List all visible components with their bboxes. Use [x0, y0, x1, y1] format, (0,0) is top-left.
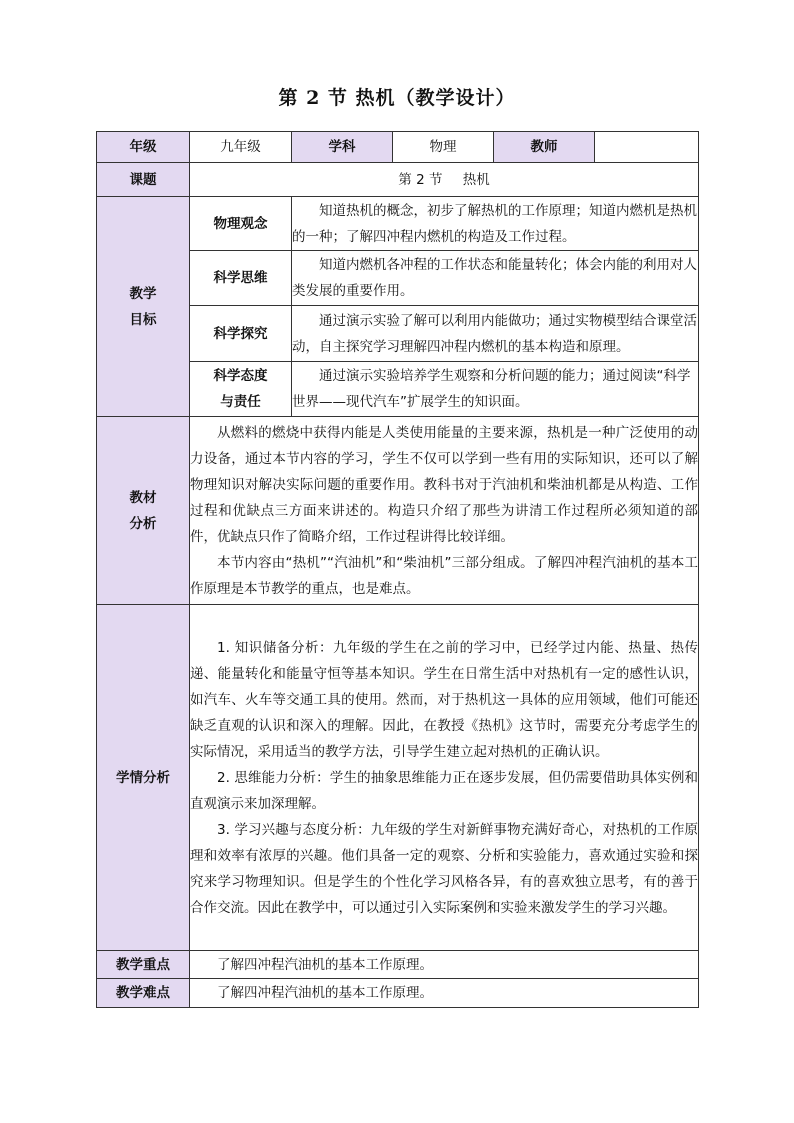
student-analysis-paragraph: 1. 知识储备分析：九年级的学生在之前的学习中，已经学过内能、热量、热传递、能量转化和能量守恒等基本知识。学生在日常生活中对热机有一定的感性认识，如汽车、火车等交通工具的使用。然而，对于热机这一具体的应用领域，他们可能还缺乏直观的认识和深入的理解。因此，在教授《热机》这节时，需要充分考虑学生的实际情况，采用适当的教学方法，引导学生建立起对热机的正确认识。 [190, 639, 698, 760]
objectives-label [97, 197, 190, 417]
subject-value: 物理 [393, 132, 494, 163]
student-analysis-row [97, 605, 699, 951]
subject-label: 学科 [292, 132, 393, 163]
objective-label-attitude [190, 362, 292, 417]
objectives-label-line1: 教学 [129, 285, 157, 302]
teacher-label: 教师 [494, 132, 595, 163]
topic-value [190, 163, 699, 197]
objective-text-physics: 知道热机的概念，初步了解热机的工作原理；知道内燃机是热机的一种；了解四冲程内燃机的构造及工作过程。 [292, 197, 699, 251]
objective-label-physics: 物理观念 [190, 197, 292, 251]
key-point-label: 教学重点 [97, 951, 190, 979]
objective-label-inquiry: 科学探究 [190, 306, 292, 362]
textbook-analysis-label [97, 417, 190, 605]
info-row [97, 132, 699, 163]
student-analysis-label: 学情分析 [97, 605, 190, 951]
page-title: 第 2 节 热机（教学设计） [278, 87, 516, 109]
teacher-value [595, 132, 699, 163]
difficult-point-row [97, 979, 699, 1008]
topic-label: 课题 [97, 163, 190, 197]
grade-value: 九年级 [190, 132, 292, 163]
topic-row [97, 163, 699, 197]
objective-text-attitude: 通过演示实验培养学生观察和分析问题的能力；通过阅读“科学世界——现代汽车”扩展学生的知识面。 [292, 362, 699, 417]
difficult-point-text: 了解四冲程汽油机的基本工作原理。 [217, 985, 433, 1001]
objective-label-attitude-line2: 与责任 [220, 394, 261, 410]
objective-row [97, 197, 699, 251]
student-analysis-paragraph: 2. 思维能力分析：学生的抽象思维能力正在逐步发展，但仍需要借助具体实例和直观演示来加深理解。 [190, 769, 698, 812]
difficult-point-label: 教学难点 [97, 979, 190, 1008]
lesson-plan-table [96, 131, 699, 1008]
grade-label: 年级 [97, 132, 190, 163]
key-point-text: 了解四冲程汽油机的基本工作原理。 [217, 956, 433, 973]
objective-text-thinking: 知道内燃机各冲程的工作状态和能量转化；体会内能的利用对人类发展的重要作用。 [292, 251, 699, 306]
textbook-analysis-label-line1: 教材 [129, 489, 157, 506]
key-point-row [97, 951, 699, 979]
textbook-analysis-row [97, 417, 699, 605]
textbook-analysis-content [190, 417, 699, 605]
objective-text-inquiry: 通过演示实验了解可以利用内能做功；通过实物模型结合课堂活动，自主探究学习理解四冲程内燃机的基本构造和原理。 [292, 306, 699, 362]
textbook-analysis-label-line2: 分析 [129, 515, 157, 532]
objectives-label-line2: 目标 [129, 311, 157, 328]
topic-name: 热机 [462, 171, 490, 188]
difficult-point-content [190, 979, 699, 1008]
student-analysis-content [190, 605, 699, 951]
student-analysis-paragraph: 3. 学习兴趣与态度分析：九年级的学生对新鲜事物充满好奇心，对热机的工作原理和效率有浓厚的兴趣。他们具备一定的观察、分析和实验能力，喜欢通过实验和探究来学习物理知识。但是学生的个性化学习风格各异，有的喜欢独立思考，有的善于合作交流。因此在教学中，可以通过引入实际案例和实验来激发学生的学习兴趣。 [190, 821, 698, 916]
textbook-analysis-paragraph: 本节内容由“热机”“汽油机”和“柴油机”三部分组成。了解四冲程汽油机的基本工作原理是本节教学的重点，也是难点。 [190, 554, 698, 597]
textbook-analysis-paragraph: 从燃料的燃烧中获得内能是人类使用能量的主要来源，热机是一种广泛使用的动力设备，通过本节内容的学习，学生不仅可以学到一些有用的实际知识，还可以了解物理知识对解决实际问题的重要作用。教科书对于汽油机和柴油机都是从构造、工作过程和优缺点三方面来讲述的。构造只介绍了那些为讲清工作过程所必须知道的部件，优缺点只作了简略介绍，工作过程讲得比较详细。 [190, 424, 698, 545]
key-point-content [190, 951, 699, 979]
objective-label-attitude-line1: 科学态度 [213, 368, 268, 384]
objective-label-thinking: 科学思维 [190, 251, 292, 306]
topic-section: 第 2 节 [398, 171, 443, 188]
